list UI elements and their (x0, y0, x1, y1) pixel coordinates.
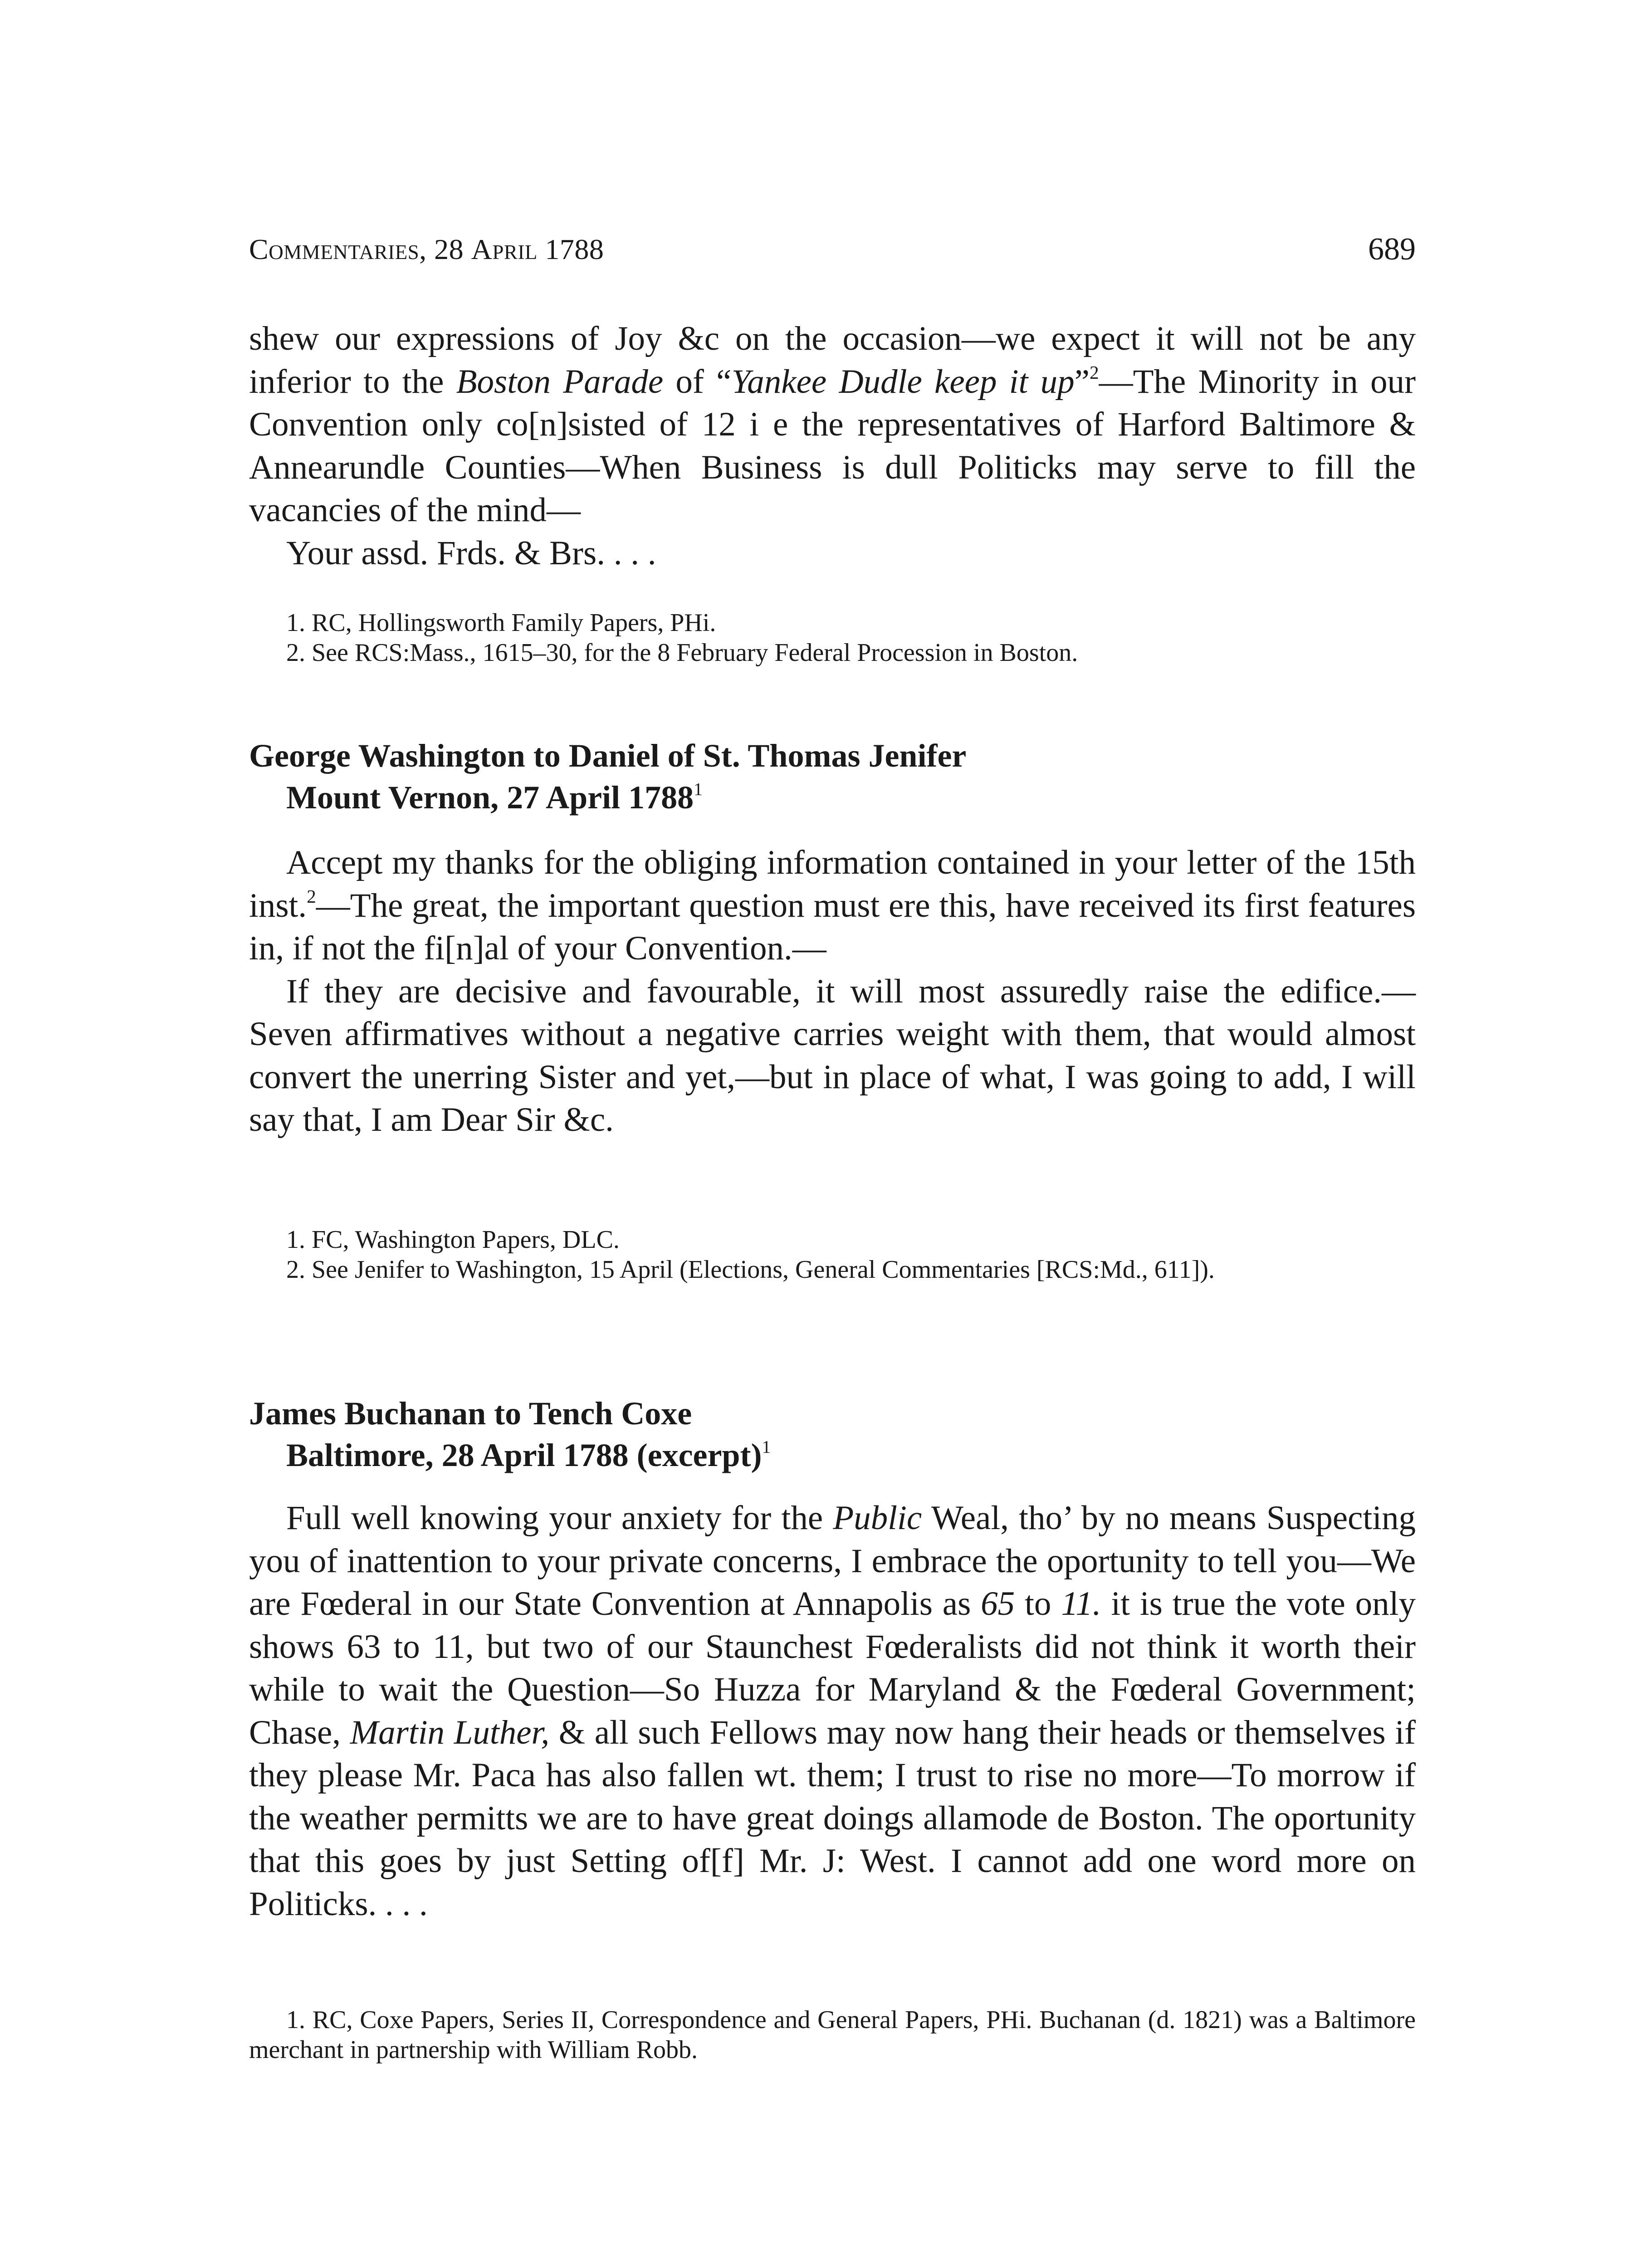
text-run: of “ (663, 362, 732, 401)
heading-place-date-text: Mount Vernon, 27 April 1788 (286, 779, 694, 816)
running-head (249, 227, 1416, 272)
running-head-word-commentaries: Commentaries (249, 233, 420, 265)
heading-place-date-text: Baltimore, 28 April 1788 (excerpt) (286, 1437, 762, 1473)
letter-continuation (249, 318, 1416, 575)
letter-heading-buchanan (249, 1393, 1416, 1476)
notes-section-2 (249, 1225, 1416, 1285)
text-run: —The Minority in our Convention only co[n]sisted of 12 i e the representatives of Harford Baltimore & Annearundle Counties—When Business is dull Politicks may serve to fill the vacancies of the mind— (249, 362, 1416, 529)
notes-section-3 (249, 2005, 1416, 2065)
footnote-ref: 2 (1089, 362, 1099, 383)
paragraph-1 (249, 841, 1416, 970)
running-head-word-april: April (471, 233, 538, 265)
text-run: & all such Fellows may now hang their heads or themselves if they please Mr. Paca has also fallen wt. them; I trust to rise no more—To morrow if the weather permitts we are to have great doings allamode de Boston. The oportunity that this goes by just Setting of[f] Mr. J: West. I cannot add one word more on Politicks. . . . (249, 1713, 1416, 1923)
note-1: 1. RC, Coxe Papers, Series II, Correspondence and General Papers, PHi. Buchanan (d. 1821) was a Baltimore merchant in partnership with William Robb. (249, 2006, 1416, 2064)
letter-heading-washington (249, 735, 1416, 818)
note-1: 1. RC, Hollingsworth Family Papers, PHi. (286, 609, 716, 637)
paragraph-2: If they are decisive and favourable, it will most assuredly raise the edifice.—Seven affirmatives without a negative carries weight with them, that would almost convert the unerring Sister and yet,—but in place of what, I was going to add, I will say that, I am Dear Sir &c. (249, 972, 1416, 1139)
text-run: Weal, tho’ by no means Suspecting you of inattention to your private concerns, I embrace the oportunity to tell you—We are Fœderal in our State Convention at Annapolis as (249, 1499, 1416, 1623)
letter-body-washington (249, 841, 1416, 1142)
continuation-paragraph (249, 318, 1416, 532)
heading-title: James Buchanan to Tench Coxe (249, 1395, 692, 1432)
text-run: —The great, the important question must ere this, have received its first features in, if not the fi[n]al of your Convention.— (249, 886, 1416, 967)
running-head-date-day: , 28 (419, 233, 471, 265)
footnote-ref: 1 (762, 1437, 771, 1457)
text-run: Accept my thanks for the obliging information contained in your letter of the 15th inst. (249, 844, 1416, 924)
letter-closing: Your assd. Frds. & Brs. . . . (286, 534, 656, 572)
paragraph-1 (249, 1497, 1416, 1926)
note-1: 1. FC, Washington Papers, DLC. (286, 1226, 620, 1254)
text-run: Full well knowing your anxiety for the (286, 1499, 833, 1537)
note-2: 2. See Jenifer to Washington, 15 April (Elections, General Commentaries [RCS:Md., 611]). (286, 1256, 1215, 1284)
footnote-ref: 2 (307, 885, 316, 907)
italic-public: Public (833, 1499, 922, 1537)
text-run: to (1015, 1585, 1061, 1623)
note-2: 2. See RCS:Mass., 1615–30, for the 8 February Federal Procession in Boston. (286, 639, 1078, 667)
heading-title: George Washington to Daniel of St. Thomas Jenifer (249, 738, 967, 774)
italic-boston-parade: Boston Parade (456, 362, 664, 401)
text-run: shew our expressions of Joy &c on the occasion—we expect it will not be any inferior to the (249, 320, 1416, 401)
text-run: ” (1074, 362, 1090, 401)
footnote-ref: 1 (694, 779, 703, 799)
letter-body-buchanan (249, 1497, 1416, 1926)
italic-11: 11. (1061, 1585, 1101, 1623)
italic-yankee-dudle: Yankee Dudle keep it up (731, 362, 1075, 401)
page-number: 689 (1368, 232, 1416, 267)
italic-65: 65 (981, 1585, 1015, 1623)
text-run: it is true the vote only shows 63 to 11, but two of our Staunchest Fœderalists did not think it worth their while to wait the Question—So Huzza for Maryland & the Fœderal Government; Chase, (249, 1585, 1416, 1751)
notes-section-1 (249, 608, 1416, 668)
running-head-title (249, 227, 604, 272)
heading-place-date (249, 1434, 1416, 1476)
heading-place-date (249, 777, 1416, 818)
running-head-year: 1788 (537, 233, 604, 265)
italic-martin-luther: Martin Luther, (350, 1713, 550, 1751)
